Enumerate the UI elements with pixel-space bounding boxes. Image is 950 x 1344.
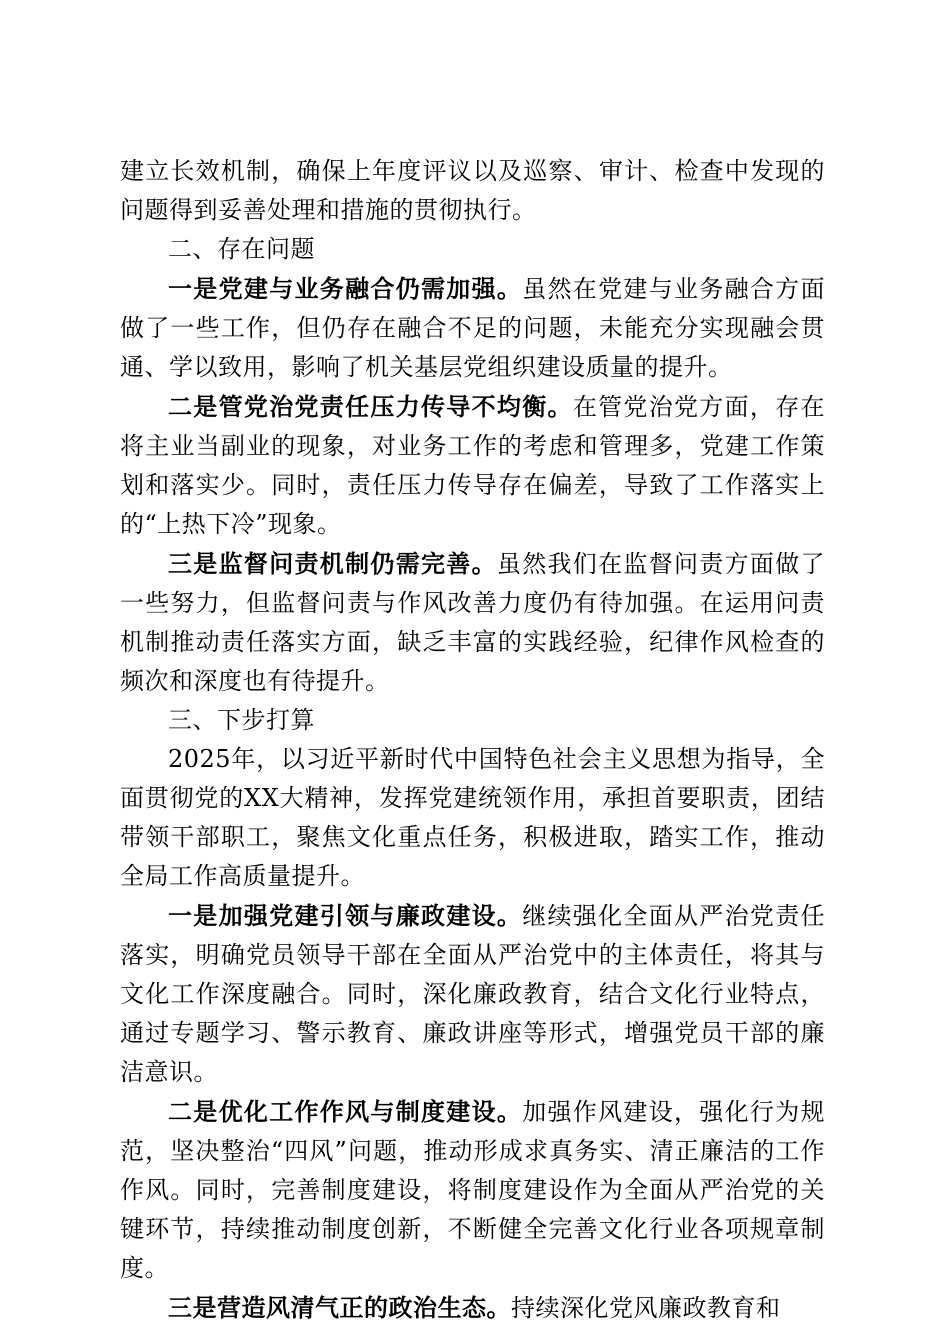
item-text: 继续强化全面从严治党责任落实，明确党员领导干部在全面从严治党中的主体责任，将其与文化工作深度融合。同时，深化廉政教育，结合文化行业特点，通过专题学习、警示教育、廉政讲座等形式，增强党员干部的廉洁意识。 [120, 902, 826, 1086]
item-text: 加强作风建设，强化行为规范，坚决整治“四风”问题，推动形成求真务实、清正廉洁的工作作风。同时，完善制度建设，将制度建设作为全面从严治党的关键环节，持续推动制度创新，不断健全完善文化行业各项规章制度。 [120, 1098, 826, 1282]
item-lead: 一是党建与业务融合仍需加强。 [168, 274, 523, 303]
paragraph-continuation [120, 152, 825, 230]
section-heading-problems: 二、存在问题 [168, 235, 315, 263]
item-lead: 三是监督问责机制仍需完善。 [168, 549, 497, 578]
paragraph-text: 2025年，以习近平新时代中国特色社会主义思想为指导，全面贯彻党的XX大精神，发挥党建统领作用，承担首要职责，团结带领干部职工，聚焦文化重点任务，积极进取，踏实工作，推动全局工作高质量提升。 [120, 745, 825, 890]
item-lead: 二是优化工作作风与制度建设。 [168, 1097, 523, 1126]
problem-item-3 [120, 544, 825, 701]
item-lead: 一是加强党建引领与廉政建设。 [168, 901, 523, 930]
item-text: 在管党治党方面，存在将主业当副业的现象，对业务工作的考虑和管理多，党建工作策划和落实少。同时，责任压力传导存在偏差，导致了工作落实上的“上热下冷”现象。 [120, 393, 826, 538]
item-text: 虽然在党建与业务融合方面做了一些工作，但仍存在融合不足的问题，未能充分实现融会贯通、学以致用，影响了机关基层党组织建设质量的提升。 [120, 275, 826, 381]
next-steps-intro [120, 740, 825, 896]
problem-item-1 [120, 269, 825, 387]
plan-item-3 [120, 1288, 825, 1328]
section-heading-next-steps: 三、下步打算 [168, 706, 315, 734]
item-text: 虽然我们在监督问责方面做了一些努力，但监督问责与作风改善力度仍有待加强。在运用问责机制推动责任落实方面，缺乏丰富的实践经验，纪律作风检查的频次和深度也有待提升。 [120, 550, 826, 695]
document-page [120, 152, 825, 1328]
problem-item-2 [120, 387, 825, 544]
item-text: 持续深化党风廉政教育和 [511, 1294, 781, 1322]
paragraph-text: 建立长效机制，确保上年度评议以及巡察、审计、检查中发现的问题得到妥善处理和措施的贯彻执行。 [120, 157, 825, 224]
plan-item-1 [120, 896, 825, 1092]
item-lead: 三是营造风清气正的政治生态。 [168, 1293, 511, 1322]
item-lead: 二是管党治党责任压力传导不均衡。 [168, 392, 573, 421]
plan-item-2 [120, 1092, 825, 1288]
